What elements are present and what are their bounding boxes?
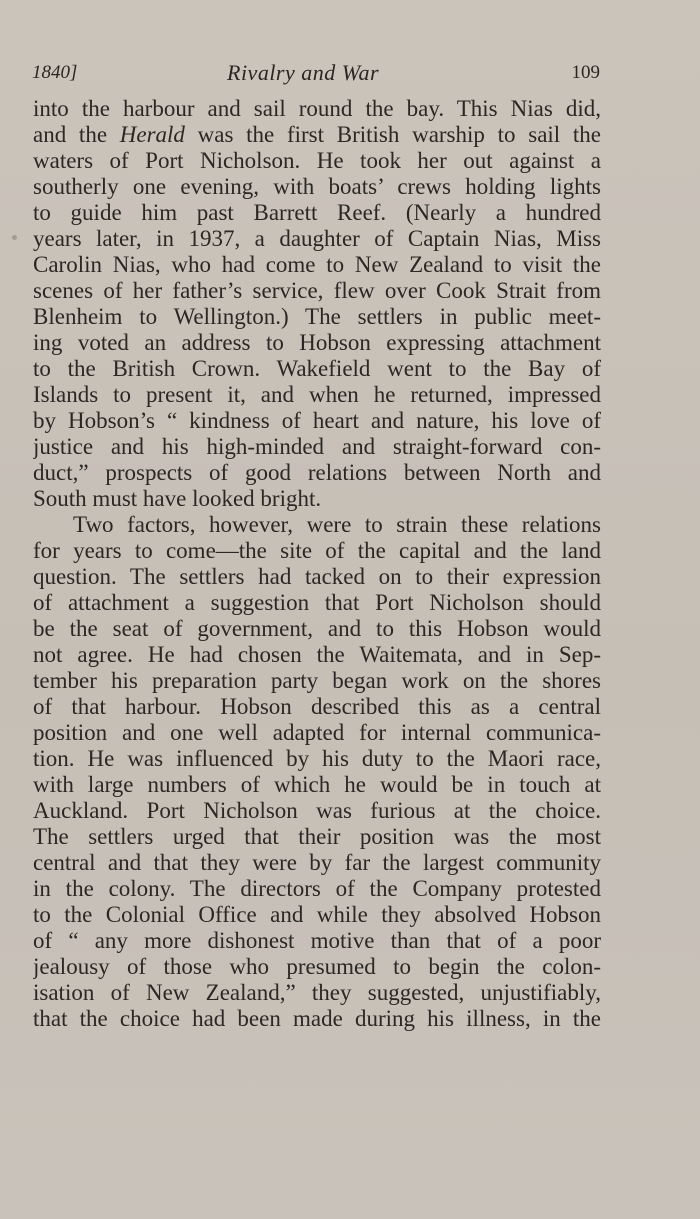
text-line: ing voted an address to Hobson expressing attachment xyxy=(33,330,601,355)
text-line: scenes of her father’s service, flew over Cook Strait from xyxy=(33,278,601,303)
text-line: waters of Port Nicholson. He took her out against a xyxy=(33,148,601,173)
text-segment: and the xyxy=(33,122,120,147)
text-segment: was the first British warship to sail the xyxy=(184,122,601,147)
text-line: years later, in 1937, a daughter of Captain Nias, Miss xyxy=(33,226,601,251)
text-line: of that harbour. Hobson described this as a central xyxy=(33,694,601,719)
text-line: Carolin Nias, who had come to New Zealand to visit the xyxy=(33,252,601,277)
text-line: not agree. He had chosen the Waitemata, and in Sep- xyxy=(33,642,601,667)
running-head xyxy=(32,62,600,88)
text-line xyxy=(33,122,601,148)
text-line: into the harbour and sail round the bay. This Nias did, xyxy=(33,96,601,121)
text-line: position and one well adapted for internal communica- xyxy=(33,720,601,745)
text-line: with large numbers of which he would be in touch at xyxy=(33,772,601,797)
text-line: central and that they were by far the largest community xyxy=(33,850,601,875)
paragraph-start-line: Two factors, however, were to strain these relations xyxy=(73,512,601,537)
text-line: Blenheim to Wellington.) The settlers in public meet- xyxy=(33,304,601,329)
text-line: by Hobson’s “ kindness of heart and nature, his love of xyxy=(33,408,601,433)
text-line: jealousy of those who presumed to begin the colon- xyxy=(33,954,601,979)
page-blemish xyxy=(12,235,17,240)
text-line: The settlers urged that their position was the most xyxy=(33,824,601,849)
text-line: for years to come—the site of the capital and the land xyxy=(33,538,601,563)
text-line: isation of New Zealand,” they suggested, unjustifiably, xyxy=(33,980,601,1005)
text-line: of “ any more dishonest motive than that of a poor xyxy=(33,928,601,953)
text-line: Islands to present it, and when he returned, impressed xyxy=(33,382,601,407)
page-number: 109 xyxy=(571,62,600,83)
header-year: 1840] xyxy=(32,62,78,83)
paragraph-end-line: South must have looked bright. xyxy=(33,486,322,511)
text-line: tember his preparation party began work on the shores xyxy=(33,668,601,693)
text-line: of attachment a suggestion that Port Nicholson should xyxy=(33,590,601,615)
chapter-title: Rivalry and War xyxy=(227,60,380,85)
text-line: duct,” prospects of good relations between North and xyxy=(33,460,601,485)
text-line: justice and his high-minded and straight-forward con- xyxy=(33,434,601,459)
text-line: that the choice had been made during his illness, in the xyxy=(33,1006,601,1031)
ship-name-italic: Herald xyxy=(119,122,185,147)
text-line: question. The settlers had tacked on to their expression xyxy=(33,564,601,589)
text-line: to the Colonial Office and while they absolved Hobson xyxy=(33,902,601,927)
text-line: be the seat of government, and to this Hobson would xyxy=(33,616,601,641)
body-text xyxy=(33,96,601,1032)
text-line: Auckland. Port Nicholson was furious at the choice. xyxy=(33,798,601,823)
text-line: to the British Crown. Wakefield went to the Bay of xyxy=(33,356,601,381)
text-line: southerly one evening, with boats’ crews holding lights xyxy=(33,174,601,199)
text-line: in the colony. The directors of the Company protested xyxy=(33,876,601,901)
text-line: to guide him past Barrett Reef. (Nearly a hundred xyxy=(33,200,601,225)
text-line: tion. He was influenced by his duty to the Maori race, xyxy=(33,746,601,771)
